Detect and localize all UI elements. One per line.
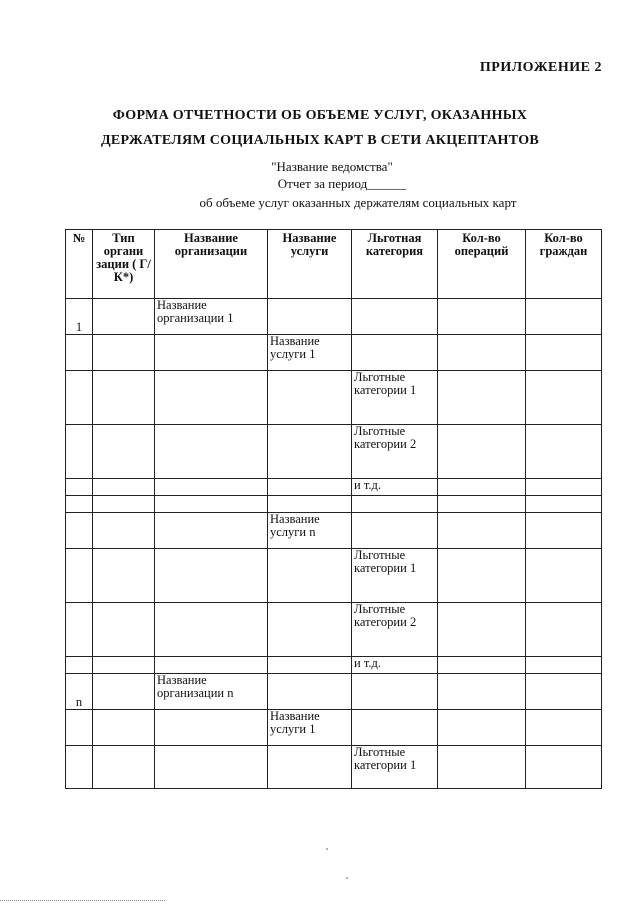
- scan-speck: [326, 848, 328, 850]
- table-cell: Название организации n: [155, 674, 268, 710]
- table-cell: [66, 335, 93, 371]
- table-cell: [155, 513, 268, 549]
- header-cell-service-name: Название услуги: [268, 230, 352, 299]
- table-cell: Название услуги n: [268, 513, 352, 549]
- table-cell: [93, 496, 155, 513]
- table-cell: [438, 603, 526, 657]
- table-cell: [526, 657, 602, 674]
- header-cell-citizens-count: Кол-во граждан: [526, 230, 602, 299]
- table-cell: Льготные категории 1: [352, 746, 438, 789]
- table-cell: [352, 674, 438, 710]
- header-cell-org-name: Название организации: [155, 230, 268, 299]
- scan-speck: [346, 877, 348, 879]
- table-cell: Льготные категории 1: [352, 549, 438, 603]
- table-cell: [155, 549, 268, 603]
- form-title-line-2: ДЕРЖАТЕЛЯМ СОЦИАЛЬНЫХ КАРТ В СЕТИ АКЦЕПТАНТОВ: [100, 133, 540, 148]
- table-row: [66, 371, 602, 425]
- table-row: [66, 710, 602, 746]
- report-period: Отчет за период______: [277, 176, 407, 191]
- table-row: [66, 335, 602, 371]
- report-table: [65, 229, 602, 789]
- table-cell: [93, 371, 155, 425]
- table-cell: Название услуги 1: [268, 335, 352, 371]
- table-cell: [66, 496, 93, 513]
- table-cell: [438, 674, 526, 710]
- table-cell: [438, 299, 526, 335]
- table-cell: [66, 710, 93, 746]
- table-cell: [352, 299, 438, 335]
- table-cell: [66, 603, 93, 657]
- table-row: [66, 657, 602, 674]
- table-cell: [268, 674, 352, 710]
- table-cell: [526, 496, 602, 513]
- table-cell: Льготные категории 2: [352, 603, 438, 657]
- table-cell: [93, 335, 155, 371]
- table-cell: [66, 371, 93, 425]
- table-cell: [155, 746, 268, 789]
- appendix-label: ПРИЛОЖЕНИЕ 2: [479, 60, 602, 75]
- table-row: [66, 513, 602, 549]
- table-cell: [438, 479, 526, 496]
- table-cell: [93, 513, 155, 549]
- table-row: [66, 603, 602, 657]
- table-cell: [526, 603, 602, 657]
- table-cell: [155, 496, 268, 513]
- table-cell: [155, 603, 268, 657]
- table-cell: и т.д.: [352, 479, 438, 496]
- table-cell: [93, 710, 155, 746]
- table-cell: [526, 710, 602, 746]
- table-cell: [526, 335, 602, 371]
- agency-name: "Название ведомства": [271, 159, 393, 174]
- table-cell: Льготные категории 2: [352, 425, 438, 479]
- table-cell: [268, 603, 352, 657]
- table-cell: [268, 657, 352, 674]
- table-cell: [155, 371, 268, 425]
- footer-dotted-line: [0, 900, 165, 901]
- header-cell-benefit-category: Льготная категория: [352, 230, 438, 299]
- table-cell: 1: [66, 299, 93, 335]
- table-header-row: [66, 230, 602, 299]
- table-row: [66, 496, 602, 513]
- table-row: [66, 674, 602, 710]
- table-cell: [526, 674, 602, 710]
- table-cell: [66, 746, 93, 789]
- table-cell: [438, 496, 526, 513]
- table-cell: [526, 425, 602, 479]
- table-cell: [438, 657, 526, 674]
- table-row: [66, 299, 602, 335]
- table-cell: Льготные категории 1: [352, 371, 438, 425]
- table-cell: [66, 657, 93, 674]
- table-cell: [155, 710, 268, 746]
- table-cell: [268, 425, 352, 479]
- table-cell: [93, 299, 155, 335]
- table-cell: [438, 335, 526, 371]
- table-cell: [268, 299, 352, 335]
- table-cell: [438, 425, 526, 479]
- table-cell: [155, 335, 268, 371]
- table-cell: Название организации 1: [155, 299, 268, 335]
- table-cell: [93, 603, 155, 657]
- table-cell: n: [66, 674, 93, 710]
- table-cell: [93, 479, 155, 496]
- table-cell: [268, 479, 352, 496]
- table-cell: [268, 746, 352, 789]
- table-cell: [66, 479, 93, 496]
- table-cell: [526, 299, 602, 335]
- table-cell: Название услуги 1: [268, 710, 352, 746]
- table-cell: [268, 549, 352, 603]
- table-cell: и т.д.: [352, 657, 438, 674]
- table-cell: [438, 371, 526, 425]
- table-cell: [526, 549, 602, 603]
- table-cell: [438, 710, 526, 746]
- table-cell: [155, 425, 268, 479]
- table-cell: [352, 496, 438, 513]
- table-cell: [352, 335, 438, 371]
- table-cell: [438, 549, 526, 603]
- table-cell: [93, 549, 155, 603]
- table-row: [66, 549, 602, 603]
- table-cell: [352, 710, 438, 746]
- table-cell: [93, 746, 155, 789]
- table-cell: [66, 425, 93, 479]
- table-row: [66, 479, 602, 496]
- table-cell: [66, 513, 93, 549]
- table-cell: [93, 657, 155, 674]
- table-cell: [268, 371, 352, 425]
- table-cell: [526, 513, 602, 549]
- table-cell: [66, 549, 93, 603]
- header-cell-operations-count: Кол-во операций: [438, 230, 526, 299]
- header-cell-number: №: [66, 230, 93, 299]
- table-cell: [93, 425, 155, 479]
- report-subject: об объеме услуг оказанных держателям социальных карт: [199, 195, 517, 210]
- table-cell: [526, 479, 602, 496]
- header-cell-org-type: Тип органи зации ( Г/К*): [93, 230, 155, 299]
- table-cell: [155, 479, 268, 496]
- table-cell: [352, 513, 438, 549]
- table-cell: [155, 657, 268, 674]
- table-row: [66, 425, 602, 479]
- table-cell: [438, 513, 526, 549]
- table-cell: [438, 746, 526, 789]
- table-cell: [268, 496, 352, 513]
- table-row: [66, 746, 602, 789]
- table-cell: [526, 371, 602, 425]
- table-cell: [93, 674, 155, 710]
- table-cell: [526, 746, 602, 789]
- form-title-line-1: ФОРМА ОТЧЕТНОСТИ ОБ ОБЪЕМЕ УСЛУГ, ОКАЗАННЫХ: [112, 108, 528, 123]
